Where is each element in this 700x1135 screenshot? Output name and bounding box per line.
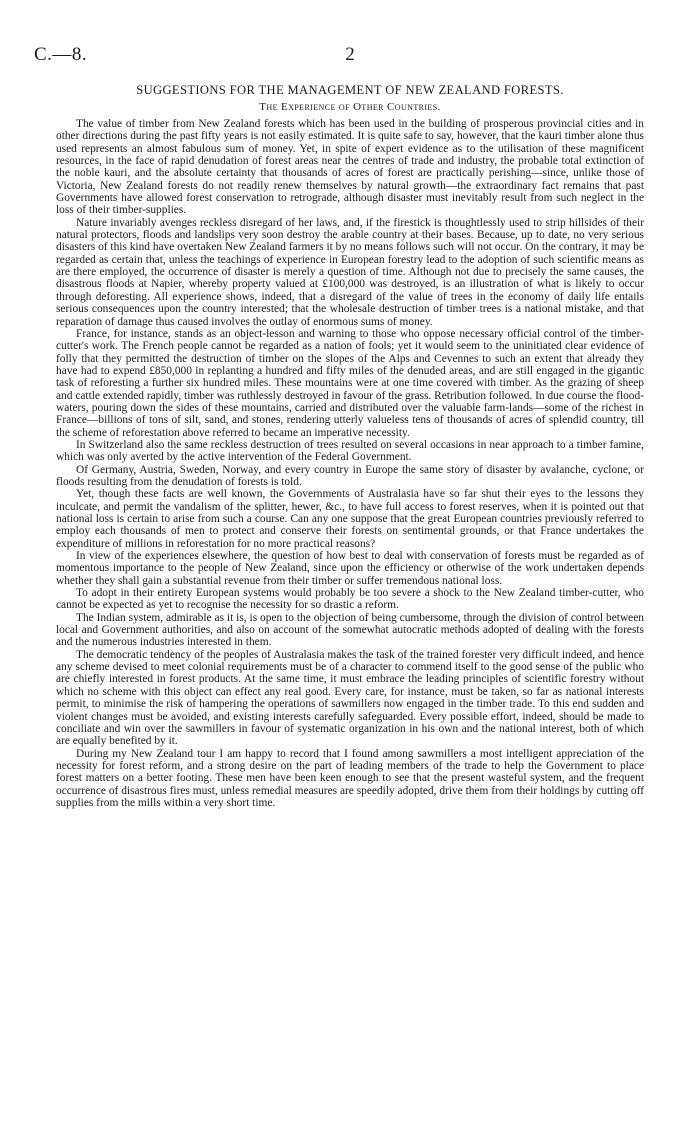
paragraph: France, for instance, stands as an object-lesson and warning to those who oppose necessary official control of the timber-cutter's work. The French people cannot be regarded as a nation of fools; yet it would seem to the uninitiated clear evidence of folly that they permitted the destruction of timber on the slopes of the Alps and Cevennes to such an extent that already they have had to expend £850,000 in replanting a hundred and fifty miles of the denuded areas, and are still engaged in the gigantic task of reforesting a further six hundred miles. These mountains were at one time covered with timber. As the grazing of sheep and cattle extended rapidly, timber was ruthlessly destroyed in favour of the grass. Retribution followed. In due course the flood-waters, pouring down the sides of these mountains, carried and distributed over the valuable farm-lands—some of the richest in France—billions of tons of silt, sand, and stones, rendering utterly valueless tens of thousands of acres of splendid country, till the scheme of reforestation above referred to became an imperative necessity. <box>56 327 644 439</box>
paragraph: The value of timber from New Zealand forests which has been used in the building of prosperous provincial cities and in other directions during the past fifty years is not easily estimated. It is quite safe to say, however, that the kauri timber alone thus used represents an almost fabulous sum of money. Yet, in spite of expert evidence as to the utilisation of these magnificent resources, in the face of rapid denudation of forest areas near the centres of trade and industry, the probable total extinction of the noble kauri, and the absolute certainty that thousands of acres of forest are practically perishing—since, unlike those of Victoria, New Zealand forests do not readily renew themselves by natural growth—the extraordinary fact remains that past Governments have allowed forest conservation to retrograde, although disaster must inevitably result from such neglect in the loss of their timber-supplies. <box>56 118 644 217</box>
paragraph: Nature invariably avenges reckless disregard of her laws, and, if the firestick is thoughtlessly used to strip hillsides of their natural protectors, floods and landslips very soon destroy the arable country at their bases. Because, up to date, no very serious disasters of this kind have overtaken New Zealand farmers it by no means follows such will not occur. On the contrary, it may be regarded as certain that, unless the teachings of experience in European forestry lead to the adoption of such scientific means as are there employed, the occurrence of disaster is merely a question of time. Although not due to precisely the same causes, the disastrous floods at Napier, whereby property valued at £100,000 was destroyed, is an illustration of what is likely to occur through deforesting. All experience shows, indeed, that a disregard of the value of trees in the economy of daily life entails serious consequences upon the country interested; that the wholesale destruction of timber trees is a national mistake, and that reparation of damage thus caused involves the outlay of enormous sums of money. <box>56 216 644 328</box>
paragraph: Yet, though these facts are well known, the Governments of Australasia have so far shut their eyes to the lessons they inculcate, and permit the vandalism of the splitter, hewer, &c., to have full access to forest reserves, when it is pointed out that national loss is certain to arise from such a course. Can any one suppose that the great European countries previously referred to employ each thousands of men to protect and conserve their forests on sentimental grounds, or that France undertakes the expenditure of millions in reforestation for no more practical reasons? <box>56 488 644 550</box>
paragraph: The democratic tendency of the peoples of Australasia makes the task of the trained forester very difficult indeed, and hence any scheme devised to meet colonial requirements must be of a character to commend itself to the good sense of the public who are chiefly interested in forest products. At the same time, it must embrace the leading principles of scientific forestry without which no scheme with this object can effect any real good. Every care, for instance, must be taken, so far as national interests permit, to minimise the risk of hampering the operations of sawmillers now engaged in the timber trade. To this end sudden and violent changes must be avoided, and existing interests carefully safeguarded. Every possible effort, indeed, should be made to conciliate and win over the sawmillers in favour of systematic organization in his own and the national interest, both of which are equally benefited by it. <box>56 648 644 748</box>
page-header <box>0 44 700 68</box>
body-text <box>56 118 644 809</box>
section-subtitle: The Experience of Other Countries. <box>259 101 441 113</box>
paragraph: In Switzerland also the same reckless destruction of trees resulted on several occasions in near approach to a timber famine, which was only averted by the active intervention of the Federal Government. <box>56 438 644 464</box>
document-title: SUGGESTIONS FOR THE MANAGEMENT OF NEW ZEALAND FORESTS. <box>136 83 564 97</box>
paragraph: The Indian system, admirable as it is, is open to the objection of being cumbersome, through the division of control between local and Government authorities, and also on account of the somewhat autocratic methods adopted of dealing with the forests and the numerous industries interested in them. <box>56 611 644 649</box>
page-number: 2 <box>345 44 355 65</box>
paragraph: In view of the experiences elsewhere, the question of how best to deal with conservation of forests must be regarded as of momentous importance to the people of New Zealand, since upon the efficiency or otherwise of the work undertaken depends whether they shall gain a substantial revenue from their timber or suffer tremendous national loss. <box>56 550 644 587</box>
document-reference: C.—8. <box>34 44 88 65</box>
paragraph: During my New Zealand tour I am happy to record that I found among sawmillers a most intelligent appreciation of the necessity for forest reform, and a strong desire on the part of leading members of the trade to help the Government to place forest matters on a better footing. These men have been keen enough to see that the present wasteful system, and the frequent occurrence of disastrous fires must, unless remedial measures are speedily adopted, drive them from their holdings by cutting off supplies from the mills within a very short time. <box>56 747 644 809</box>
paragraph: To adopt in their entirety European systems would probably be too severe a shock to the New Zealand timber-cutter, who cannot be expected as yet to recognise the necessity for so drastic a reform. <box>56 587 644 612</box>
paragraph: Of Germany, Austria, Sweden, Norway, and every country in Europe the same story of disaster by avalanche, cyclone, or floods resulting from the denudation of forests is told. <box>56 463 644 488</box>
